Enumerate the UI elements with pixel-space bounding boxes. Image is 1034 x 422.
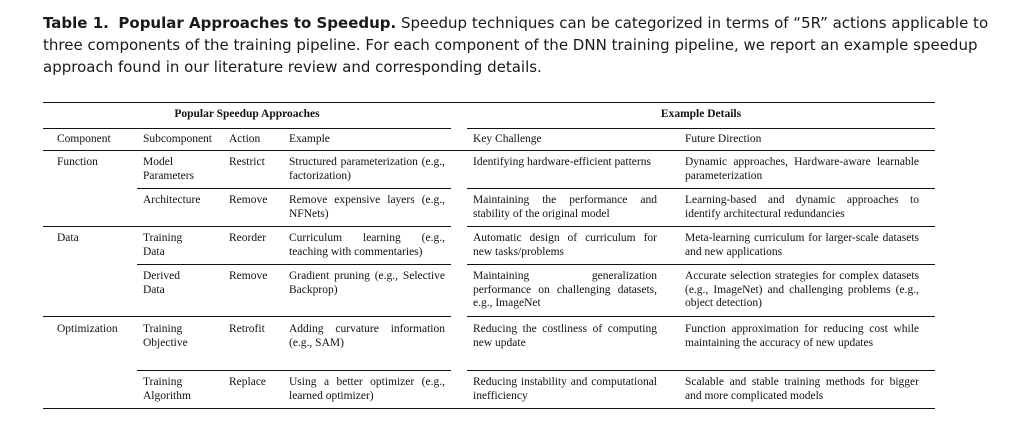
row-2-component: Data (57, 232, 79, 244)
group-header-left: Popular Speedup Approaches (174, 108, 320, 120)
row-3-rule-right (467, 316, 935, 317)
row-0-subcomponent: Model Parameters (143, 156, 195, 182)
col-header-subcomponent: Subcomponent (143, 133, 212, 145)
row-5-example: Using a better optimizer (e.g., learned optimizer) (289, 376, 445, 402)
row-2-example: Curriculum learning (e.g., teaching with commentaries) (289, 232, 445, 258)
row-1-action: Remove (229, 194, 268, 206)
caption-title: Popular Approaches to Speedup. (118, 14, 397, 32)
row-3-example: Gradient pruning (e.g., Selective Backprop) (289, 270, 445, 296)
col-header-component: Component (57, 133, 111, 145)
group-rule-right (467, 128, 935, 129)
group-rule-left (43, 128, 451, 129)
row-3-subcomponent: Derived Data (143, 270, 181, 296)
row-0-example: Structured parameterization (e.g., factorization) (289, 156, 445, 182)
row-3-rule-left (43, 316, 451, 317)
row-4-rule-left (137, 370, 451, 371)
header-rule (43, 150, 935, 151)
bottom-rule (43, 408, 935, 409)
row-1-rule-right (467, 226, 935, 227)
caption-label: Table 1. (43, 14, 109, 32)
group-header-right: Example Details (660, 108, 742, 120)
col-header-action: Action (229, 133, 261, 145)
row-3-future-direction: Accurate selection strategies for complex datasets (e.g., ImageNet) and challenging problems (e.g., object detection) (685, 270, 919, 309)
row-5-key-challenge: Reducing instability and computational inefficiency (473, 376, 657, 402)
row-1-subcomponent: Architecture (143, 194, 201, 206)
row-3-action: Remove (229, 270, 268, 282)
row-2-subcomponent: Training Data (143, 232, 183, 258)
row-4-component: Optimization (57, 323, 118, 335)
row-4-example: Adding curvature information (e.g., SAM) (289, 323, 445, 349)
row-2-future-direction: Meta-learning curriculum for larger-scale datasets and new applications (685, 232, 919, 258)
row-4-rule-right (467, 370, 935, 371)
col-header-future-direction: Future Direction (685, 133, 762, 145)
caption-text: Speedup techniques can be categorized in terms of “5R” actions applicable to three components of the training pipeline. For each component of the DNN training pipeline, we report an example speedup approach found in our literature review and corresponding details. (43, 14, 989, 76)
row-4-future-direction: Function approximation for reducing cost while maintaining the accuracy of new updates (685, 323, 919, 349)
row-3-key-challenge: Maintaining generalization performance on challenging datasets, e.g., ImageNet (473, 270, 657, 309)
row-0-action: Restrict (229, 156, 265, 168)
row-4-key-challenge: Reducing the costliness of computing new update (473, 323, 657, 349)
row-1-key-challenge: Maintaining the performance and stability of the original model (473, 194, 657, 220)
row-2-key-challenge: Automatic design of curriculum for new tasks/problems (473, 232, 657, 258)
row-5-future-direction: Scalable and stable training methods for bigger and more complicated models (685, 376, 919, 402)
row-0-rule-right (467, 188, 935, 189)
top-rule (43, 102, 935, 103)
row-4-subcomponent: Training Objective (143, 323, 188, 349)
row-1-example: Remove expensive layers (e.g., NFNets) (289, 194, 445, 220)
row-2-rule-right (467, 264, 935, 265)
row-1-future-direction: Learning-based and dynamic approaches to identify architectural redundancies (685, 194, 919, 220)
col-header-example: Example (289, 133, 330, 145)
row-0-key-challenge: Identifying hardware-efficient patterns (473, 156, 651, 168)
row-0-future-direction: Dynamic approaches, Hardware-aware learnable parameterization (685, 156, 919, 182)
row-5-action: Replace (229, 376, 267, 388)
row-4-action: Retrofit (229, 323, 265, 335)
table-caption (43, 12, 995, 78)
row-5-subcomponent: Training Algorithm (143, 376, 191, 402)
row-0-component: Function (57, 156, 98, 168)
col-header-key-challenge: Key Challenge (473, 133, 542, 145)
row-1-rule-left (43, 226, 451, 227)
row-2-rule-left (137, 264, 451, 265)
row-0-rule-left (137, 188, 451, 189)
row-2-action: Reorder (229, 232, 267, 244)
